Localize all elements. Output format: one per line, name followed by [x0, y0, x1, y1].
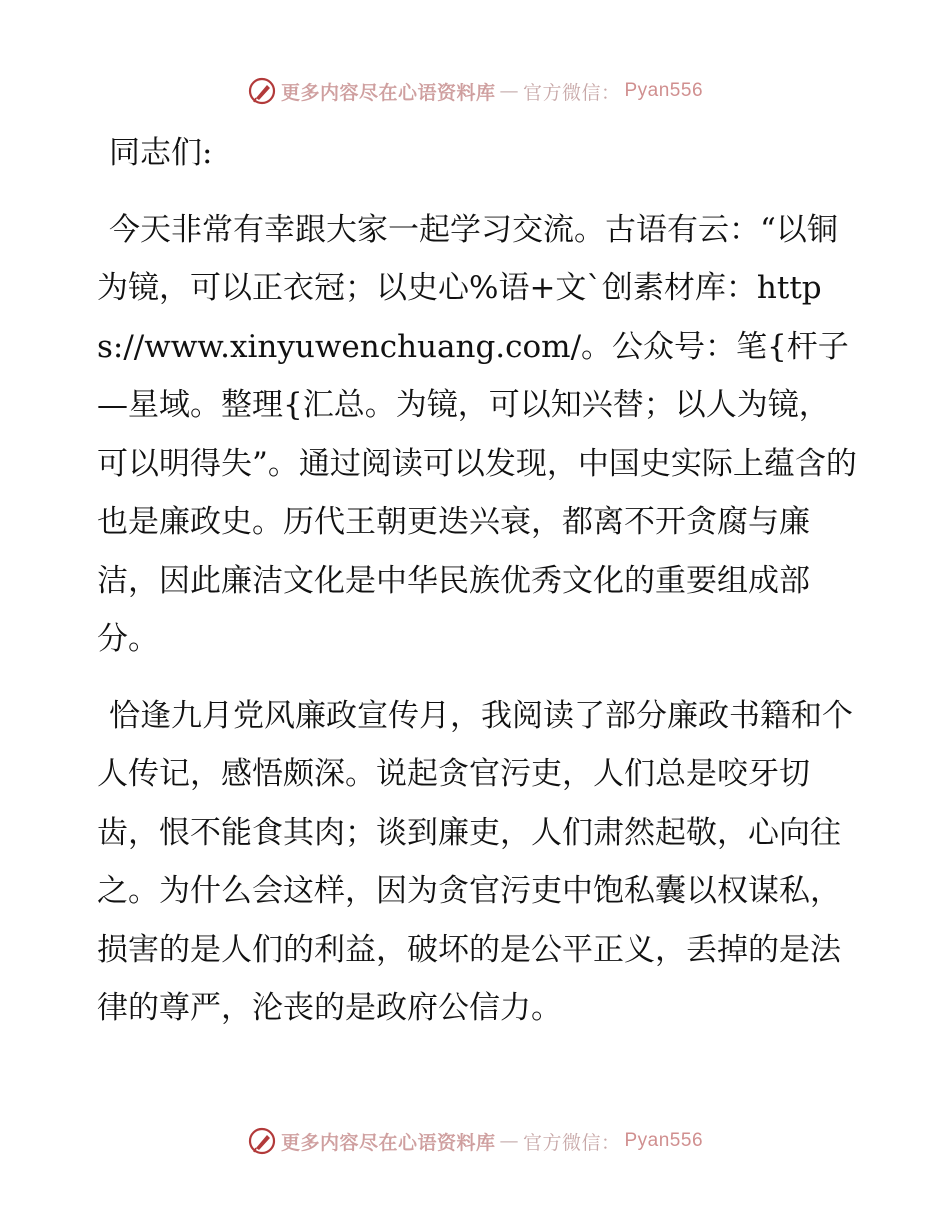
footer-wechat-handle: Pyan556 — [624, 1130, 704, 1151]
banner-wechat-handle: Pyan556 — [624, 80, 704, 101]
footer-brand-text: 更多内容尽在心语资料库 — [280, 1131, 496, 1154]
footer-separator: — — [499, 1130, 519, 1152]
banner-brand-text: 更多内容尽在心语资料库 — [280, 81, 496, 104]
document-body — [97, 124, 857, 1038]
banner-separator: — — [499, 80, 519, 102]
paragraph-2: 恰逢九月党风廉政宣传月，我阅读了部分廉政书籍和个人传记，感悟颇深。说起贪官污吏，人们总是咬牙切齿，恨不能食其肉；谈到廉吏，人们肃然起敬，心向往之。为什么会这样，因为贪官污吏中饱私囊以权谋私，损害的是人们的利益，破坏的是公平正义，丢掉的是法律的尊严，沦丧的是政府公信力。 — [97, 697, 853, 1026]
header-banner — [0, 71, 950, 111]
paragraph-1: 今天非常有幸跟大家一起学习交流。古语有云：“以铜为镜，可以正衣冠；以史心%语+文`创素材库：https://www.xinyuwenchuang.com/。公众号：笔{杆子—星域。整理{汇总。为镜，可以知兴替；以人为镜，可以明得失”。通过阅读可以发现，中国史实际上蕴含的也是廉政史。历代王朝更迭兴衰，都离不开贪腐与廉洁，因此廉洁文化是中华民族优秀文化的重要组成部分。 — [97, 211, 857, 657]
quill-logo-icon — [247, 1126, 277, 1156]
footer-banner — [0, 1121, 950, 1161]
salutation: 同志们: — [109, 135, 213, 171]
footer-official-label: 官方微信： — [522, 1131, 621, 1154]
quill-logo-icon — [247, 76, 277, 106]
banner-official-label: 官方微信： — [522, 81, 621, 104]
